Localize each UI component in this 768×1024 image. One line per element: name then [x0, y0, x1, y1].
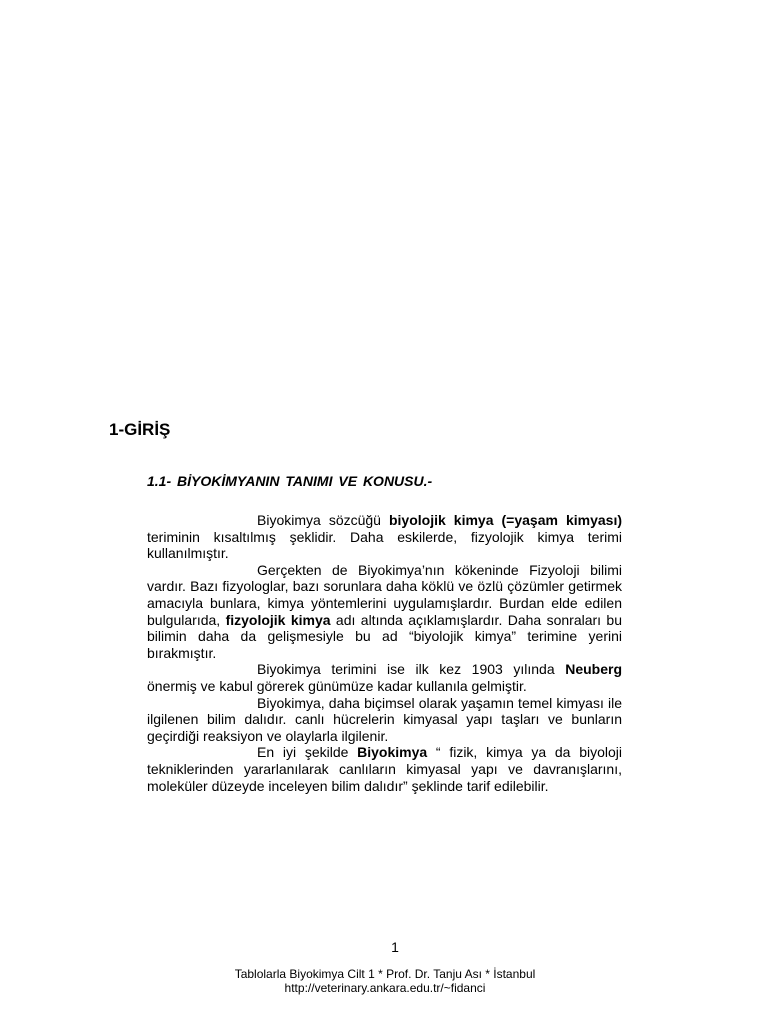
page-number: 1 [391, 939, 399, 955]
bold-term: biyolojik kimya (=yaşam kimyası) [388, 512, 622, 528]
bold-term: Biyokimya [357, 744, 428, 761]
body-text [147, 512, 622, 794]
paragraph-text: Biyokimya, daha biçimsel olarak yaşamın temel kimyası ile ilgilenen bilim dalıdır. canlı hücrelerin kimyasal yapı taşları ve bunların geçirdiği reaksiyon ve olaylarla ilgilenir. [147, 694, 622, 744]
paragraph-text: önermiş ve kabul görerek günümüze kadar kullanıla gelmiştir. [147, 677, 527, 694]
paragraph-text: Biyokimya terimini ise ilk kez 1903 yılında [257, 661, 566, 678]
paragraph-text: Biyokimya sözcüğü [257, 512, 389, 528]
paragraph-1 [147, 512, 622, 562]
bold-term: fizyolojik kimya [225, 611, 331, 628]
paragraph-4 [147, 695, 622, 745]
chapter-title: 1-GİRİŞ [109, 420, 171, 439]
bold-term: Neuberg [565, 661, 622, 678]
footer-url: http://veterinary.ankara.edu.tr/~fidanci [284, 981, 486, 995]
paragraph-text: “ fizik, kimya ya da biyoloji tekniklerinden yararlanılarak canlıların kimyasal yapı ve davranışlarını, moleküler düzeyde inceleyen bilim dalıdır” şeklinde tarif edilebilir. [147, 744, 622, 794]
paragraph-text: teriminin kısaltılmış şeklidir. Daha eskilerde, fizyolojik kimya terimi kullanılmıştır. [147, 528, 622, 562]
section-title: 1.1- BİYOKİMYANIN TANIMI VE KONUSU.- [147, 473, 433, 489]
paragraph-text: Gerçekten de Biyokimya’nın kökeninde Fizyoloji bilimi vardır. Bazı fizyologlar, bazı sorunlara daha köklü ve özlü çözümler getirmek amacıyla bunlara, kimya yöntemlerini uygulamışlardır. Burdan elde edilen bulgularıda, [147, 561, 622, 628]
paragraph-text: En iyi şekilde [257, 744, 358, 761]
paragraph-3 [147, 661, 622, 694]
paragraph-5 [147, 744, 622, 794]
paragraph-2 [147, 562, 622, 662]
page-footer [0, 967, 768, 995]
footer-citation: Tablolarla Biyokimya Cilt 1 * Prof. Dr. Tanju Ası * İstanbul [234, 967, 536, 981]
paragraph-text: adı altında açıklamışlardır. Daha sonraları bu bilimin daha da gelişmesiyle bu ad “biyolojik kimya” terimine yerini bırakmıştır. [147, 611, 623, 661]
